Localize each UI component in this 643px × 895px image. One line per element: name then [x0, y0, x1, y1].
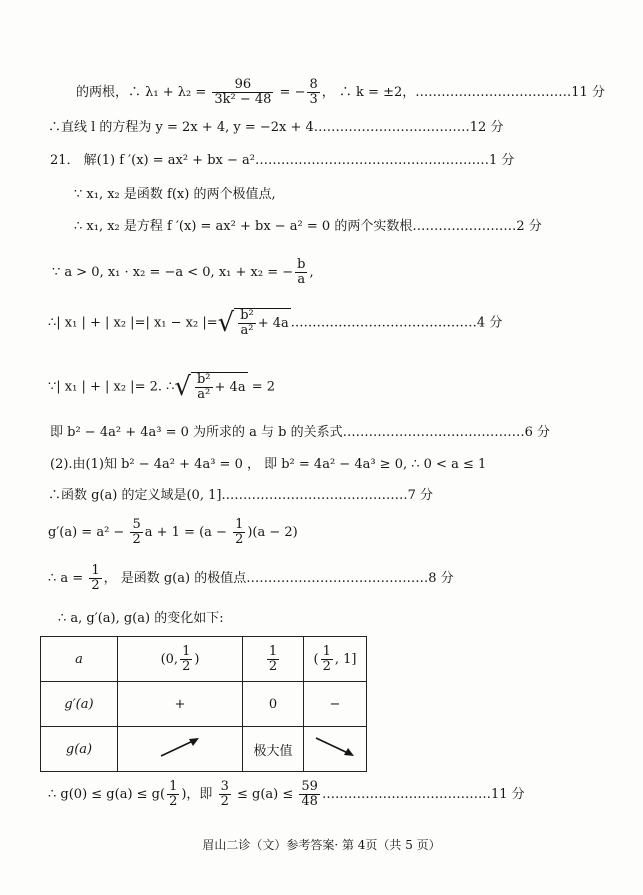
line-7 — [48, 308, 502, 338]
text: ∴ g(0) ≤ g(a) ≤ g( — [48, 787, 166, 802]
text: ∴ x₁, x₂ 是方程 f ′(x) = ax² + bx − a² = 0 的两个实数根 — [74, 219, 413, 234]
denominator: 2 — [169, 794, 178, 809]
text: ∴| x₁ | + | x₂ |=| x₁ − x₂ |= — [48, 315, 218, 331]
fraction — [267, 645, 279, 674]
denominator: 2 — [322, 658, 331, 674]
table-cell — [118, 727, 243, 772]
text: a + 1 = (a − — [144, 525, 232, 540]
score-dots: .……………………………………7 分 — [221, 488, 433, 503]
numerator: 1 — [169, 779, 178, 794]
line-10 — [50, 456, 486, 474]
radical-sign-icon: √ — [174, 372, 191, 402]
numerator: 3 — [220, 779, 229, 794]
line-12 — [48, 518, 298, 547]
line-2 — [48, 119, 503, 137]
denominator: 2 — [91, 578, 100, 593]
line-13 — [48, 564, 454, 593]
numerator: b² — [240, 308, 254, 323]
table-row — [41, 682, 367, 727]
text: 21． 解(1) f ′(x) = ax² + bx − a² — [50, 153, 255, 168]
fraction — [321, 645, 333, 674]
numerator: b — [297, 257, 306, 272]
text: ∵ a > 0, x₁ · x₂ = −a < 0, x₁ + x₂ = − — [52, 265, 294, 280]
line-14 — [58, 610, 224, 628]
text: ∵ x₁, x₂ 是函数 f(x) 的两个极值点, — [74, 187, 276, 202]
denominator: 2 — [268, 658, 278, 674]
score-dots: ………………………………………………1 分 — [254, 153, 515, 168]
line-1 — [76, 78, 605, 107]
fraction — [195, 373, 213, 402]
line-3 — [50, 152, 514, 170]
line-4 — [74, 186, 276, 204]
fraction — [167, 780, 179, 809]
table-cell: 极大值 — [243, 727, 304, 772]
variation-table — [40, 636, 367, 772]
line-8 — [48, 372, 275, 402]
text: (0, — [160, 651, 179, 667]
numerator: 5 — [132, 517, 141, 532]
text: 的两根，∴ λ₁ + λ₂ = — [76, 85, 211, 100]
fraction — [299, 780, 320, 809]
fraction — [130, 518, 142, 547]
denominator: a² — [240, 323, 254, 338]
fraction — [89, 564, 101, 593]
text: )，即 — [181, 787, 217, 802]
table-head-a: a — [41, 637, 118, 682]
table-head-g: g(a) — [41, 727, 118, 772]
text: ) — [194, 651, 200, 667]
square-root — [174, 372, 247, 402]
numerator: b² — [196, 372, 211, 387]
score-dots: ……………………………………6 分 — [342, 425, 551, 440]
decreasing-arrow-icon — [314, 736, 356, 758]
text: , — [309, 265, 314, 280]
text: ， 是函数 g(a) 的极值点 — [103, 571, 247, 586]
numerator: 59 — [301, 779, 318, 794]
numerator: 1 — [268, 643, 278, 659]
text: ∴函数 g(a) 的定义域是(0, 1] — [48, 488, 222, 503]
denominator: 2 — [235, 532, 244, 547]
line-11 — [48, 487, 433, 505]
text: ∵| x₁ | + | x₂ |= 2. ∴ — [48, 379, 175, 395]
denominator: 2 — [182, 658, 191, 674]
text: , 1] — [334, 651, 357, 667]
fraction — [180, 645, 192, 674]
score-dots: ………………………………11 分 — [415, 85, 605, 100]
text: (2).由(1)知 b² − 4a² + 4a³ = 0 ， 即 b² = 4a² − 4a³ ≥ 0, ∴ 0 < a ≤ 1 — [50, 457, 487, 472]
fraction — [295, 258, 307, 287]
score-dots: ……………………2 分 — [412, 219, 542, 234]
fraction — [212, 78, 273, 107]
denominator: 2 — [220, 794, 229, 809]
score-dots: .……………………………………4 分 — [290, 315, 503, 331]
fraction — [219, 780, 231, 809]
fraction — [238, 309, 256, 338]
line-15 — [48, 780, 525, 809]
table-cell — [304, 727, 367, 772]
text: + 4a — [214, 380, 246, 395]
score-dots: ……………………………………8 分 — [246, 571, 454, 586]
numerator: 96 — [212, 78, 273, 93]
table-row — [41, 637, 367, 682]
denominator: 48 — [301, 794, 318, 809]
numerator: 1 — [235, 517, 244, 532]
table-cell: 0 — [243, 682, 304, 727]
text: ( — [313, 651, 319, 667]
denominator: 3k² − 48 — [214, 92, 272, 107]
line-5 — [74, 218, 542, 236]
score-dots: …………………………………11 分 — [321, 787, 525, 802]
text: + 4a — [257, 316, 289, 331]
text: = 2 — [247, 379, 276, 395]
table-cell — [243, 637, 304, 682]
text: ≤ g(a) ≤ — [232, 787, 298, 802]
denominator: 2 — [132, 532, 141, 547]
denominator: 3 — [309, 92, 318, 107]
text: = − — [275, 85, 306, 100]
numerator: 1 — [91, 563, 100, 578]
text: ， ∴ k = ±2， — [321, 85, 416, 100]
line-9 — [50, 424, 550, 442]
radical-sign-icon: √ — [217, 308, 235, 338]
denominator: a² — [197, 387, 211, 402]
text: ∴ a = — [48, 571, 88, 586]
increasing-arrow-icon — [159, 736, 201, 758]
table-cell — [304, 637, 367, 682]
numerator: 8 — [309, 77, 318, 92]
square-root — [218, 308, 291, 338]
text: ∴ a, g′(a), g(a) 的变化如下: — [58, 611, 224, 626]
fraction — [307, 78, 319, 107]
table-cell — [118, 637, 243, 682]
table-head-gprime: g′(a) — [41, 682, 118, 727]
numerator: 1 — [322, 643, 331, 659]
table-cell: − — [304, 682, 367, 727]
text: ∴直线 l 的方程为 y = 2x + 4, y = −2x + 4 — [48, 120, 314, 135]
page-footer: 眉山二诊（文）参考答案· 第 4页（共 5 页） — [202, 838, 441, 852]
fraction — [233, 518, 245, 547]
numerator: 1 — [182, 643, 191, 659]
denominator: a — [297, 272, 306, 287]
table-row — [41, 727, 367, 772]
text: g′(a) = a² − — [48, 525, 129, 540]
score-dots: ………………………………12 分 — [313, 120, 504, 135]
text: 即 b² − 4a² + 4a³ = 0 为所求的 a 与 b 的关系式 — [50, 425, 343, 440]
text: )(a − 2) — [247, 525, 298, 540]
table-cell: + — [118, 682, 243, 727]
line-6 — [52, 258, 314, 287]
